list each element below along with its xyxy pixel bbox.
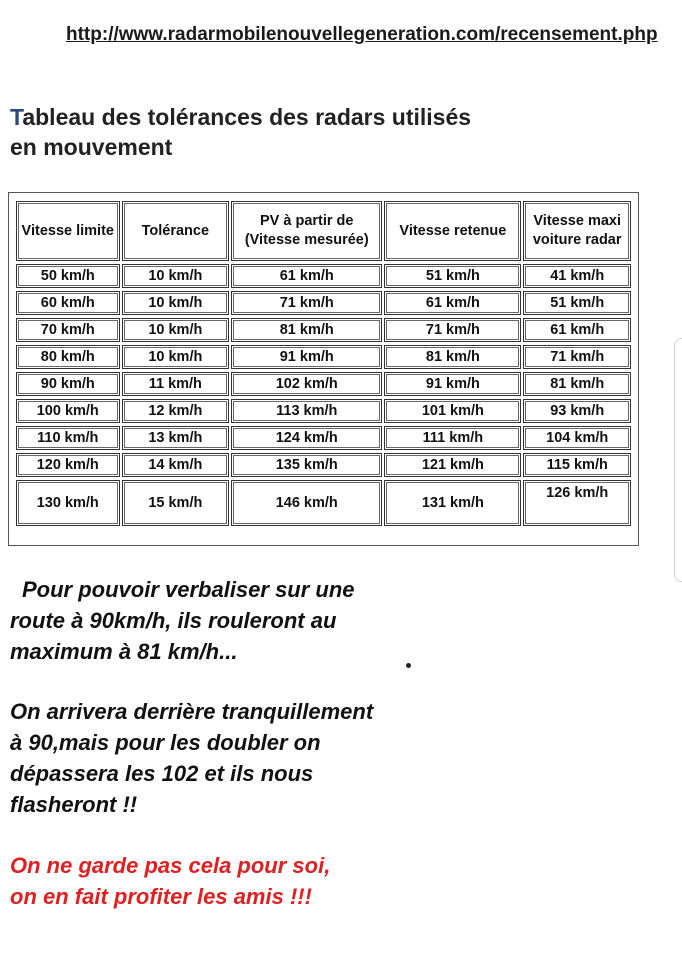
cell-vitesse-retenue: 71 km/h: [384, 318, 521, 342]
cell-vitesse-limite: 90 km/h: [16, 372, 120, 396]
text-line: On ne garde pas cela pour soi,: [10, 853, 331, 878]
table-row: [16, 480, 631, 526]
header-vitesse-retenue: Vitesse retenue: [384, 201, 521, 261]
table-row: [16, 345, 631, 369]
paragraph-verbaliser: [10, 574, 440, 667]
cell-vitesse-retenue: 81 km/h: [384, 345, 521, 369]
cell-pv: 124 km/h: [231, 426, 382, 450]
cell-vitesse-maxi: 93 km/h: [523, 399, 631, 423]
cell-vitesse-limite: 120 km/h: [16, 453, 120, 477]
paragraph-partage: [10, 850, 430, 912]
table-row: [16, 318, 631, 342]
cell-vitesse-retenue: 61 km/h: [384, 291, 521, 315]
cell-vitesse-retenue: 121 km/h: [384, 453, 521, 477]
cell-pv: 102 km/h: [231, 372, 382, 396]
stray-dot: [406, 663, 411, 668]
cell-pv: 91 km/h: [231, 345, 382, 369]
table-row: [16, 264, 631, 288]
cell-vitesse-maxi: 61 km/h: [523, 318, 631, 342]
scroll-handle[interactable]: [674, 338, 682, 582]
cell-vitesse-maxi: 41 km/h: [523, 264, 631, 288]
table-row: [16, 453, 631, 477]
cell-vitesse-limite: 80 km/h: [16, 345, 120, 369]
cell-vitesse-maxi: 71 km/h: [523, 345, 631, 369]
cell-vitesse-limite: 50 km/h: [16, 264, 120, 288]
source-link[interactable]: http://www.radarmobilenouvellegeneration.com/recensement.php: [66, 24, 658, 45]
cell-pv: 81 km/h: [231, 318, 382, 342]
cell-pv: 113 km/h: [231, 399, 382, 423]
cell-vitesse-limite: 70 km/h: [16, 318, 120, 342]
cell-vitesse-retenue: 91 km/h: [384, 372, 521, 396]
cell-tolerance: 10 km/h: [122, 318, 230, 342]
cell-vitesse-maxi: 51 km/h: [523, 291, 631, 315]
table-row: [16, 291, 631, 315]
cell-vitesse-retenue: 111 km/h: [384, 426, 521, 450]
cell-tolerance: 13 km/h: [122, 426, 230, 450]
text-line: Pour pouvoir verbaliser sur une: [22, 577, 355, 602]
cell-pv: 135 km/h: [231, 453, 382, 477]
cell-vitesse-maxi: 126 km/h: [523, 480, 631, 526]
cell-vitesse-retenue: 131 km/h: [384, 480, 521, 526]
cell-tolerance: 11 km/h: [122, 372, 230, 396]
cell-vitesse-retenue: 51 km/h: [384, 264, 521, 288]
cell-pv: 61 km/h: [231, 264, 382, 288]
tolerance-table: [14, 198, 633, 529]
header-pv: PV à partir de (Vitesse mesurée): [231, 201, 382, 261]
header-vitesse-maxi: Vitesse maxi voiture radar: [523, 201, 631, 261]
table-row: [16, 372, 631, 396]
text-line: à 90,mais pour les doubler on: [10, 730, 321, 755]
cell-vitesse-limite: 130 km/h: [16, 480, 120, 526]
page-title: [10, 102, 480, 162]
cell-vitesse-maxi: 115 km/h: [523, 453, 631, 477]
paragraph-doubler: [10, 696, 440, 820]
header-tolerance: Tolérance: [122, 201, 230, 261]
cell-vitesse-limite: 110 km/h: [16, 426, 120, 450]
cell-tolerance: 10 km/h: [122, 264, 230, 288]
title-first-letter: T: [10, 104, 23, 130]
text-line: on en fait profiter les amis !!!: [10, 884, 312, 909]
text-line: On arrivera derrière tranquillement: [10, 699, 374, 724]
text-line: flasheront !!: [10, 792, 138, 817]
table-row: [16, 426, 631, 450]
text-line: maximum à 81 km/h...: [10, 639, 238, 664]
cell-vitesse-limite: 60 km/h: [16, 291, 120, 315]
cell-vitesse-maxi: 104 km/h: [523, 426, 631, 450]
table-row: [16, 399, 631, 423]
cell-tolerance: 15 km/h: [122, 480, 230, 526]
text-line: dépassera les 102 et ils nous: [10, 761, 314, 786]
cell-tolerance: 12 km/h: [122, 399, 230, 423]
title-text: ableau des tolérances des radars utilisés en mouvement: [10, 104, 472, 160]
cell-vitesse-limite: 100 km/h: [16, 399, 120, 423]
table-header-row: [16, 201, 631, 261]
cell-pv: 146 km/h: [231, 480, 382, 526]
cell-tolerance: 10 km/h: [122, 345, 230, 369]
cell-tolerance: 10 km/h: [122, 291, 230, 315]
tolerance-table-frame: [8, 192, 639, 546]
cell-pv: 71 km/h: [231, 291, 382, 315]
header-vitesse-limite: Vitesse limite: [16, 201, 120, 261]
cell-vitesse-maxi: 81 km/h: [523, 372, 631, 396]
cell-tolerance: 14 km/h: [122, 453, 230, 477]
cell-vitesse-retenue: 101 km/h: [384, 399, 521, 423]
text-line: route à 90km/h, ils rouleront au: [10, 608, 337, 633]
